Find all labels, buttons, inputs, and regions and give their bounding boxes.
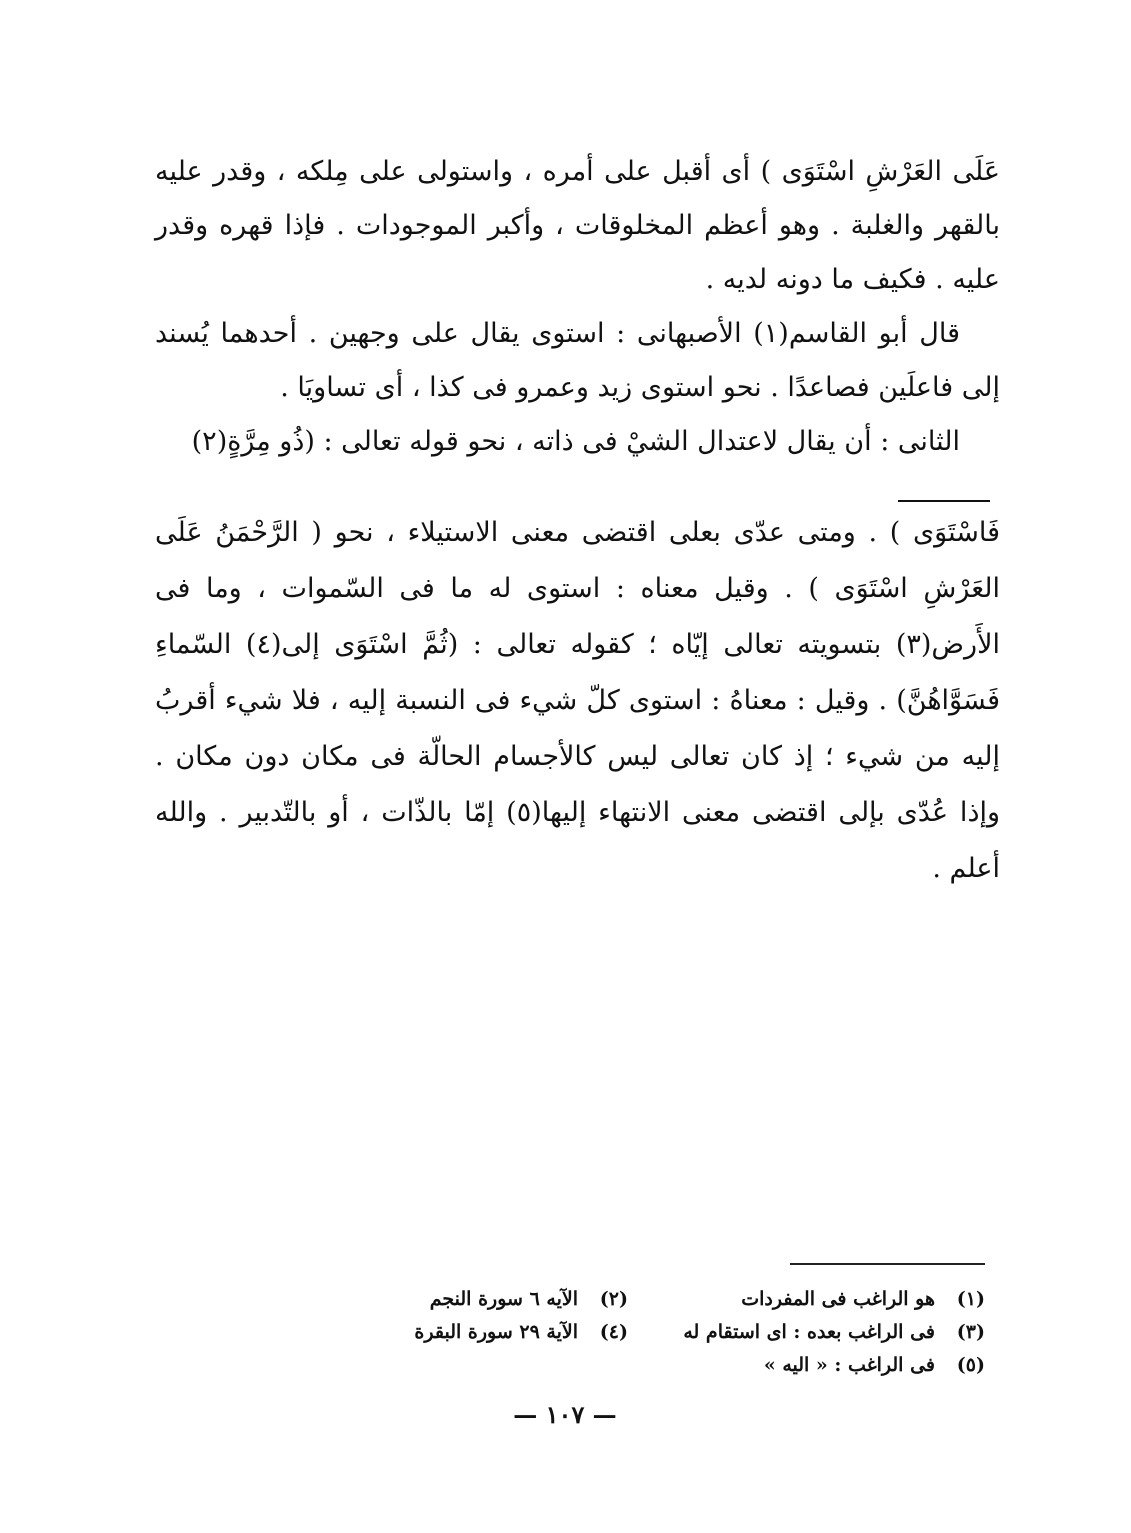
underline-decoration: [898, 500, 990, 502]
footnote-row: [270, 1283, 985, 1316]
paragraph-3: الثانى : أن يقال لاعتدال الشيْ فى ذاته ، نحو قوله تعالى : (ذُو مِرَّةٍ(٢): [191, 426, 960, 457]
footnote-left: [271, 1283, 628, 1316]
footnote-right: [628, 1316, 985, 1349]
spacer: [155, 469, 1000, 505]
footnote-number: [578, 1349, 628, 1382]
footnote-number: (٢): [599, 1288, 628, 1310]
footnote-row: [270, 1349, 985, 1382]
page-number: — ١٠٧ —: [513, 1400, 617, 1429]
footnote-left: [271, 1349, 628, 1382]
footnote-number: (١): [956, 1288, 985, 1310]
footnotes: [270, 1283, 985, 1382]
footnote-text: الآية ٢٩ سورة البقرة: [414, 1321, 578, 1343]
footnote-number: (٥): [956, 1354, 985, 1376]
paragraph-2: قال أبو القاسم(١) الأصبهانى : استوى يقال على وجهين . أحدهما يُسند إلى فاعلَين فصاعدًا . نحو استوى زيد وعمرو فى كذا ، أى تساويَا .: [155, 318, 1000, 403]
footnote-row: [270, 1316, 985, 1349]
footnote-text: فى الراغب : « اليه »: [763, 1354, 935, 1376]
footnote-text: هو الراغب فى المفردات: [741, 1288, 935, 1310]
footnote-number: (٤): [599, 1321, 628, 1343]
footnote-number: (٣): [956, 1321, 985, 1343]
footnote-text: [271, 1349, 578, 1382]
main-text: [155, 145, 1000, 897]
footnote-right: [628, 1283, 985, 1316]
footnote-separator: [790, 1263, 985, 1265]
footnote-text: الآيه ٦ سورة النجم: [429, 1288, 578, 1310]
footnote-right: [628, 1349, 985, 1382]
footnote-text: فى الراغب بعده : اى استقام له: [683, 1321, 935, 1343]
paragraph-4: فَاسْتَوَى ) . ومتى عدّى بعلى اقتضى معنى الاستيلاء ، نحو ( الرَّحْمَنُ عَلَى العَرْشِ اسْتَوَى ) . وقيل معناه : استوى له ما فى السّموات ، وما فى الأَرض(٣) بتسويته تعالى إيّاه ؛ كقوله تعالى : (ثُمَّ اسْتَوَى إلى(٤) السّماءِ فَسَوَّاهُنَّ) . وقيل : معناهُ : استوى كلّ شيء فى النسبة إليه ، فلا شيء أقربُ إليه من شيء ؛ إذ كان تعالى ليس كالأجسام الحالّة فى مكان دون مكان . وإذا عُدّى بإلى اقتضى معنى الانتهاء إليها(٥) إمّا بالذّات ، أو بالتّدبير . والله أعلم .: [155, 517, 1001, 884]
footnote-left: [271, 1316, 628, 1349]
paragraph-1: عَلَى العَرْشِ اسْتَوَى ) أى أقبل على أمره ، واستولى على مِلكه ، وقدر عليه بالقهر والغلبة . وهو أعظم المخلوقات ، وأكبر الموجودات . فإذا قهره وقدر عليه . فكيف ما دونه لديه .: [155, 156, 1000, 295]
